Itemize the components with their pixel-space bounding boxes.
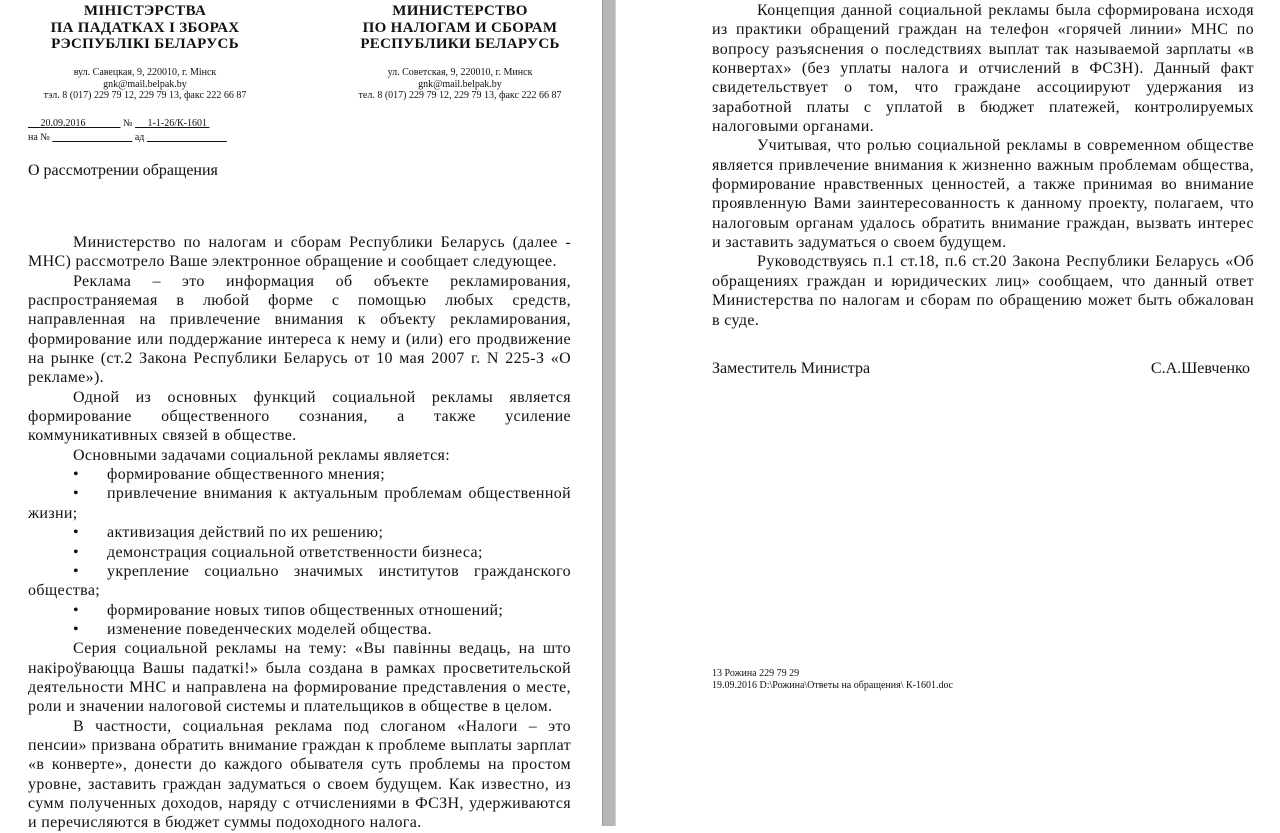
- letterhead-russian: [335, 3, 585, 53]
- number-label: №: [123, 118, 133, 129]
- paragraph: Учитывая, что ролью социальной рекламы в современном обществе является привлечение внимания к жизненно важным проблемам общества, формирование нравственных ценностей, а также принимая во внимание проявленную Вами заинтересованность к данному проекту, полагаем, что налоговым органам удалось обратить внимание граждан, вызвать интерес и заставить задуматься о своем будущем.: [712, 137, 1254, 252]
- email: gnk@mail.belpak.by: [418, 78, 502, 90]
- reference-line: [28, 132, 227, 144]
- signer-name: С.А.Шевченко: [1150, 360, 1250, 377]
- letter-number: 1-1-26/К-1601: [147, 118, 207, 129]
- paragraph: Реклама – это информация об объекте рекламирования, распространяемая в любой форме с помощью любых средств, направленная на привлечение внимания к объекту рекламирования, формирование или поддержание интереса к нему и (или) его продвижение на рынке (ст.2 Закона Республики Беларусь от 10 мая 2007 г. N 225-З «О рекламе»).: [28, 272, 571, 387]
- bullet-item: [28, 465, 571, 484]
- letterhead-belarusian: [20, 3, 270, 53]
- signature-block: [712, 360, 1250, 378]
- paragraph: Министерство по налогам и сборам Республики Беларусь (далее - МНС) рассмотрело Ваше электронное обращение и сообщает следующее.: [28, 234, 571, 271]
- signer-position: Заместитель Министра: [712, 360, 871, 377]
- bullet-icon: •: [73, 620, 79, 638]
- letter-date: 20.09.2016: [40, 118, 86, 129]
- letterhead-line: РЭСПУБЛІКІ БЕЛАРУСЬ: [51, 36, 239, 52]
- phone: тел. 8 (017) 229 79 12, 229 79 13, факс 222 66 87: [358, 90, 562, 101]
- bullet-text: формирование новых типов общественных отношений;: [107, 601, 504, 619]
- letter-body-page-2: [712, 1, 1254, 330]
- letterhead-line: ПО НАЛОГАМ И СБОРАМ: [362, 19, 558, 36]
- email: gnk@mail.belpak.by: [103, 78, 187, 90]
- paragraph: В частности, социальная реклама под слоганом «Налоги – это пенсии» призвана обратить внимание граждан к проблеме выплаты зарплат «в конверте», донести до каждого обывателя суть проблемы на простом уровне, заставить граждан задуматься о своем будущем. Как известно, из сумм полученных доходов, наряду с отчислениями в ФСЗН, удерживаются и перечисляются в бюджет суммы подоходного налога.: [28, 717, 571, 832]
- bullet-item: [28, 523, 571, 542]
- bullet-text: формирование общественного мнения;: [107, 466, 386, 484]
- bullet-icon: •: [73, 562, 79, 580]
- bullet-text: демонстрация социальной ответственности бизнеса;: [107, 543, 483, 561]
- document-page-1: [0, 0, 602, 832]
- address-belarusian: [20, 67, 270, 102]
- bullet-icon: •: [73, 543, 79, 561]
- paragraph: Одной из основных функций социальной рекламы является формирование общественного сознания, а также усиление коммуникативных связей в обществе.: [28, 388, 571, 445]
- letterhead-line: МІНІСТЭРСТВА: [83, 3, 207, 19]
- address: ул. Советская, 9, 220010, г. Минск: [387, 67, 533, 78]
- letterhead-line: МИНИСТЕРСТВО: [392, 3, 528, 19]
- bullet-icon: •: [73, 485, 79, 503]
- executor-note: 13 Рожина 229 79 29: [712, 668, 800, 679]
- file-path-note: 19.09.2016 D:\Рожина\Ответы на обращения\ К-1601.doc: [712, 680, 953, 691]
- address-russian: [335, 67, 585, 102]
- bullet-item: [28, 562, 571, 601]
- bullet-text: активизация действий по их решению;: [107, 524, 384, 542]
- paragraph: Серия социальной рекламы на тему: «Вы павінны ведаць, на што накіроўваюцца Вашы падаткі!» была создана в рамках просветительской деятельности МНС и направлена на формирование представления о месте, роли и значении налоговой системы и плательщиков в обществе в целом.: [28, 640, 571, 716]
- phone: тэл. 8 (017) 229 79 12, 229 79 13, факс 222 66 87: [43, 90, 247, 101]
- registration-line: [28, 118, 210, 130]
- document-page-2: [616, 0, 1280, 826]
- paragraph: Основными задачами социальной рекламы является:: [73, 446, 451, 464]
- bullet-item: [28, 620, 571, 639]
- ref-label: на №: [28, 132, 50, 143]
- letter-subject: О рассмотрении обращения: [28, 162, 218, 179]
- bullet-text: укрепление социально значимых институтов гражданского общества;: [28, 562, 571, 600]
- letter-body-page-1: [28, 233, 571, 833]
- address: вул. Савецкая, 9, 220010, г. Мінск: [73, 67, 217, 78]
- bullet-text: изменение поведенческих моделей общества.: [107, 620, 432, 638]
- bullet-icon: •: [73, 524, 79, 542]
- bullet-item: [28, 543, 571, 562]
- bullet-icon: •: [73, 601, 79, 619]
- bullet-text: привлечение внимания к актуальным проблемам общественной жизни;: [28, 485, 571, 522]
- bullet-item: [28, 601, 571, 620]
- letterhead-line: ПА ПАДАТКАХ І ЗБОРАХ: [50, 19, 240, 36]
- letterhead-line: РЕСПУБЛИКИ БЕЛАРУСЬ: [360, 36, 560, 52]
- bullet-icon: •: [73, 466, 79, 484]
- from-label: ад: [134, 132, 145, 143]
- bullet-item: [28, 484, 571, 523]
- page-separator: [602, 0, 616, 826]
- paragraph: Концепция данной социальной рекламы была сформирована исходя из практики обращений граждан на телефон «горячей линии» МНС по вопросу разъяснения о последствиях выплат так называемой зарплаты «в конвертах» (без уплаты налога и отчислений в ФСЗН). Данный факт свидетельствует о том, что граждане ассоциируют удержания из заработной платы с уплатой в бюджет платежей, контролируемых налоговыми органами.: [712, 2, 1254, 136]
- paragraph: Руководствуясь п.1 ст.18, п.6 ст.20 Закона Республики Беларусь «Об обращениях граждан и юридических лиц» сообщаем, что данный ответ Министерства по налогам и сборам по обращению может быть обжалован в суде.: [712, 253, 1254, 329]
